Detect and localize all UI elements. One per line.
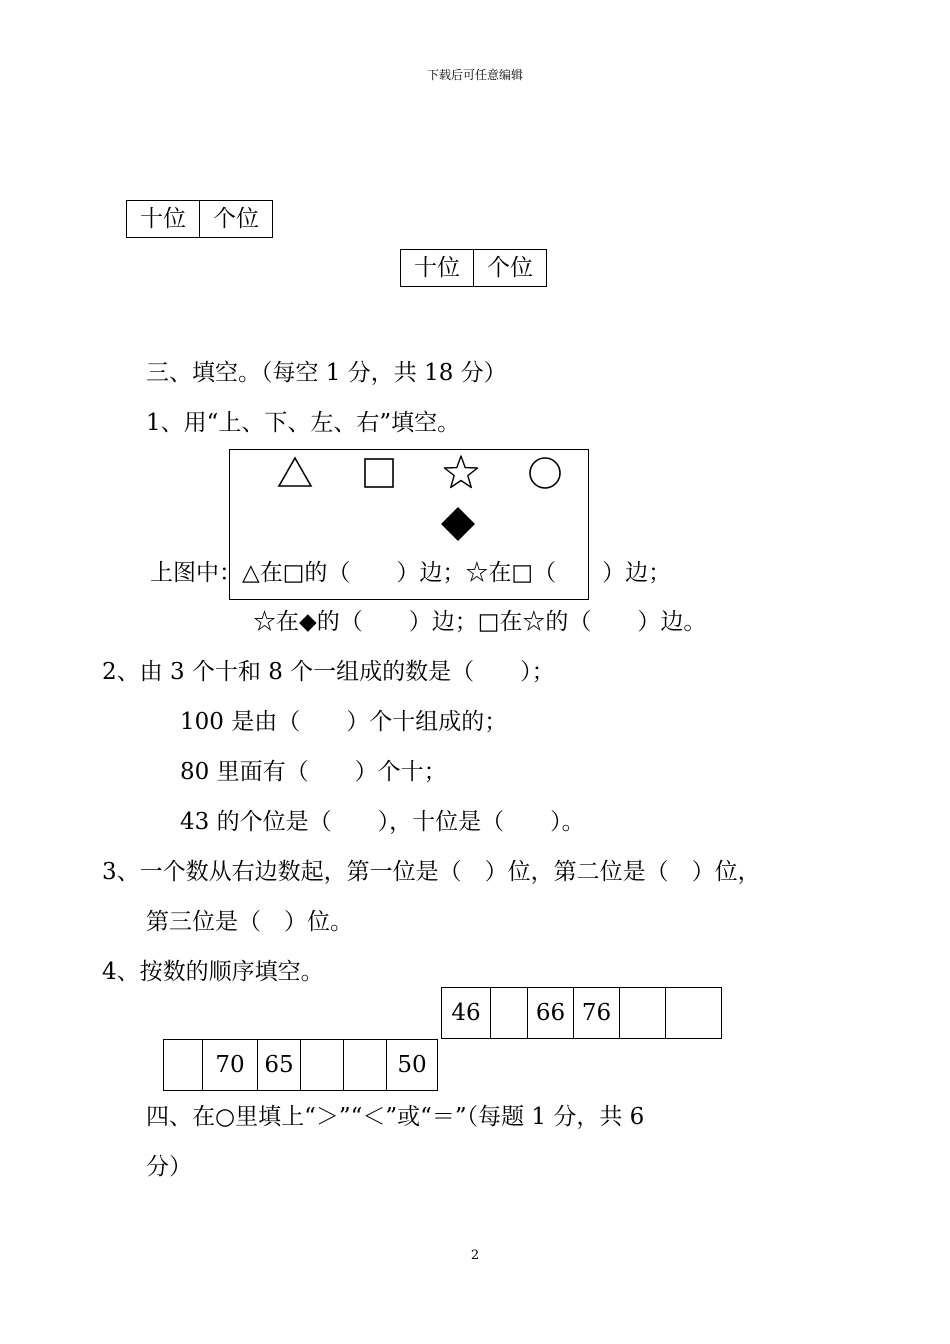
- square-icon: [363, 457, 395, 489]
- sequence-cell: [666, 988, 722, 1039]
- q1-line-2: ☆在◆的（ ）边；□在☆的（ ）边。: [253, 609, 707, 635]
- tens-cell: 十位: [401, 250, 474, 287]
- sequence-cell: 70: [203, 1040, 258, 1091]
- sequence-cell: [620, 988, 666, 1039]
- sequence-cell: [301, 1040, 344, 1091]
- ones-cell: 个位: [200, 201, 273, 238]
- q2-line-1: 2、由 3 个十和 8 个一组成的数是（ ）；: [102, 659, 555, 685]
- page-number: 2: [470, 1248, 480, 1263]
- q1-prompt: 1、用“上、下、左、右”填空。: [146, 410, 461, 436]
- sequence-cell: 65: [258, 1040, 301, 1091]
- triangle-icon: [277, 456, 313, 488]
- q2-line-2: 100 是由（ ）个十组成的；: [180, 709, 508, 735]
- page-header: 下载后可任意编辑: [426, 68, 523, 82]
- sequence-cell: [164, 1040, 203, 1091]
- diamond-icon: [440, 506, 476, 542]
- sequence-row-top: [441, 987, 722, 1039]
- section-4-line-1: 四、在○里填上“＞”“＜”或“＝”（每题 1 分，共 6: [146, 1104, 645, 1130]
- section-4-line-2: 分）: [146, 1154, 192, 1180]
- sequence-cell: 76: [574, 988, 620, 1039]
- place-value-table-1: [126, 200, 273, 238]
- sequence-cell: [344, 1040, 387, 1091]
- tens-cell: 十位: [127, 201, 200, 238]
- q3-line-1: 3、一个数从右边数起，第一位是（ ）位，第二位是（ ）位，: [102, 859, 761, 885]
- star-icon: [443, 455, 479, 489]
- q4-prompt: 4、按数的顺序填空。: [102, 959, 324, 985]
- place-value-table-2: [400, 249, 547, 287]
- q2-line-3: 80 里面有（ ）个十；: [180, 759, 447, 785]
- ones-cell: 个位: [474, 250, 547, 287]
- sequence-cell: 46: [442, 988, 491, 1039]
- sequence-cell: [491, 988, 528, 1039]
- q3-line-2: 第三位是（ ）位。: [146, 909, 353, 935]
- circle-icon: [528, 456, 562, 490]
- q2-line-4: 43 的个位是（ ），十位是（ ）。: [180, 809, 585, 835]
- q1-line-1: 上图中：△在□的（ ）边；☆在□（ ）边；: [150, 560, 672, 586]
- section-3-title: 三、填空。（每空 1 分，共 18 分）: [146, 360, 507, 386]
- sequence-cell: 66: [528, 988, 574, 1039]
- sequence-row-bottom: [163, 1039, 438, 1091]
- sequence-cell: 50: [387, 1040, 438, 1091]
